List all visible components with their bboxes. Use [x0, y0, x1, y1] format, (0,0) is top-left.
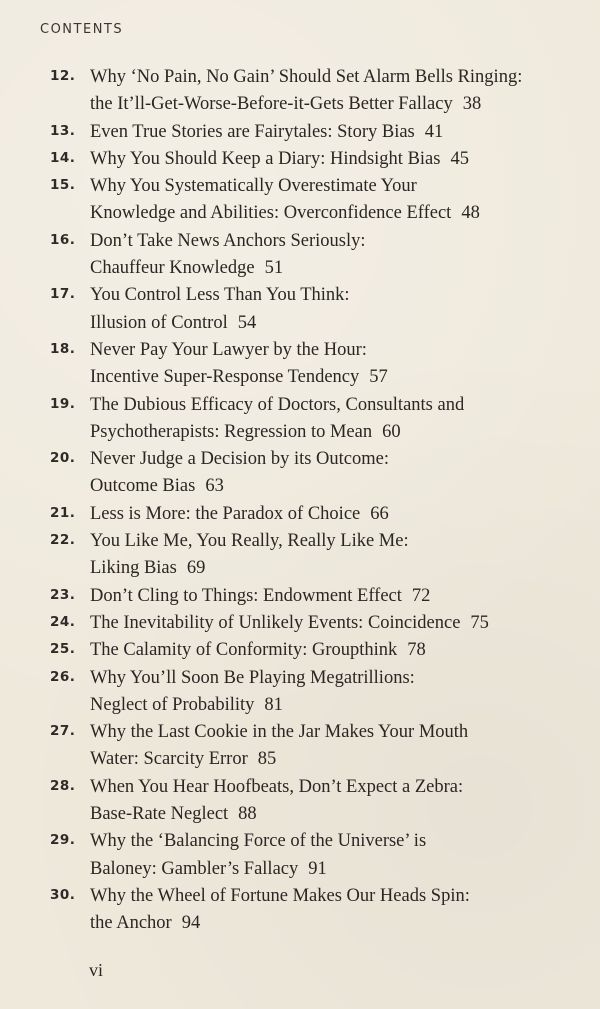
chapter-number: 13. — [50, 122, 76, 139]
chapter-title-text: Why You Systematically Overestimate Your — [90, 176, 417, 197]
page-number: 81 — [264, 694, 283, 715]
chapter-title-line — [90, 173, 560, 200]
chapter-title — [90, 282, 560, 337]
chapter-title-line — [90, 637, 560, 664]
toc-entry — [0, 828, 600, 883]
chapter-number: 27. — [50, 723, 76, 740]
chapter-title-line — [90, 883, 560, 910]
chapter-title — [90, 119, 560, 146]
chapter-title-line — [90, 364, 560, 391]
chapter-title-line — [90, 310, 560, 337]
page-number: 60 — [382, 421, 401, 442]
chapter-title-line — [90, 228, 560, 255]
toc-entries — [0, 64, 600, 938]
chapter-number: 18. — [50, 340, 76, 357]
page-number: 85 — [257, 749, 277, 770]
page-number: 38 — [462, 94, 482, 115]
toc-entry — [0, 446, 600, 501]
page-number: 72 — [411, 585, 431, 606]
chapter-title-text: Never Judge a Decision by its Outcome: — [90, 449, 390, 470]
chapter-title-line — [90, 719, 560, 746]
chapter-title-text: Why the Last Cookie in the Jar Makes Your Mouth — [90, 722, 469, 743]
page-number: 91 — [308, 858, 327, 879]
chapter-title — [90, 774, 560, 829]
chapter-title-text: Outcome Bias — [90, 476, 196, 497]
chapter-title-text: Even True Stories are Fairytales: Story Bias — [90, 121, 415, 142]
contents-heading: CONTENTS — [40, 22, 124, 37]
chapter-number: 12. — [50, 68, 76, 84]
chapter-title-line — [90, 555, 560, 582]
chapter-title-text: The Dubious Efficacy of Doctors, Consultants and — [90, 394, 465, 415]
page-number: 88 — [238, 804, 257, 825]
chapter-title-line — [90, 610, 560, 637]
chapter-title — [90, 228, 560, 283]
toc-entry — [0, 774, 600, 829]
chapter-title — [90, 173, 560, 228]
chapter-title-line — [90, 501, 560, 528]
toc-entry — [0, 637, 600, 664]
chapter-title-text: Less is More: the Paradox of Choice — [90, 503, 361, 524]
chapter-title-line — [90, 392, 560, 419]
chapter-title-line — [90, 774, 560, 801]
chapter-title — [90, 528, 560, 583]
toc-entry — [0, 228, 600, 283]
toc-entry — [0, 64, 600, 119]
chapter-number: 22. — [50, 532, 76, 549]
chapter-title — [90, 64, 560, 119]
chapter-title-line — [90, 419, 560, 446]
chapter-title-text: Why the Wheel of Fortune Makes Our Heads Spin: — [90, 885, 470, 906]
toc-entry — [0, 583, 600, 610]
chapter-title-text: Why You’ll Soon Be Playing Megatrillions: — [90, 667, 415, 688]
toc-entry — [0, 610, 600, 637]
toc-entry — [0, 173, 600, 228]
chapter-title — [90, 337, 560, 392]
chapter-title-text: Never Pay Your Lawyer by the Hour: — [90, 339, 367, 360]
chapter-title-text: Why You Should Keep a Diary: Hindsight Bias — [90, 148, 441, 169]
chapter-title-text: Water: Scarcity Error — [90, 749, 248, 770]
chapter-number: 15. — [50, 177, 76, 194]
page-number: 48 — [461, 203, 480, 224]
chapter-title-text: When You Hear Hoofbeats, Don’t Expect a Zebra: — [90, 776, 464, 797]
chapter-title-line — [90, 446, 560, 473]
chapter-title-text: You Control Less Than You Think: — [90, 285, 350, 306]
chapter-title-line — [90, 665, 560, 692]
chapter-title-text: Don’t Take News Anchors Seriously: — [90, 230, 366, 251]
chapter-title-line — [90, 528, 560, 555]
chapter-title — [90, 146, 560, 173]
chapter-title-line — [90, 64, 560, 91]
chapter-title-text: the It’ll-Get-Worse-Before-it-Gets Better Fallacy — [90, 94, 453, 115]
chapter-title — [90, 828, 560, 883]
toc-entry — [0, 392, 600, 447]
chapter-title-text: Incentive Super-Response Tendency — [90, 367, 360, 388]
chapter-title-line — [90, 282, 560, 309]
chapter-title-text: Liking Bias — [90, 558, 177, 579]
toc-entry — [0, 528, 600, 583]
chapter-title-line — [90, 119, 560, 146]
chapter-number: 19. — [50, 395, 76, 412]
chapter-title-line — [90, 91, 560, 118]
toc-entry — [0, 501, 600, 528]
chapter-number: 29. — [50, 832, 76, 849]
chapter-title-text: Chauffeur Knowledge — [90, 258, 255, 279]
chapter-title — [90, 392, 560, 447]
page-number: 54 — [237, 312, 257, 333]
chapter-title — [90, 883, 560, 938]
chapter-title — [90, 501, 560, 528]
page-number: 57 — [369, 367, 388, 388]
chapter-title — [90, 665, 560, 720]
page-number: 78 — [407, 640, 426, 661]
chapter-title — [90, 719, 560, 774]
chapter-number: 30. — [50, 886, 76, 903]
chapter-title-text: Illusion of Control — [90, 312, 228, 333]
chapter-title-text: Knowledge and Abilities: Overconfidence Effect — [90, 203, 452, 224]
chapter-title-line — [90, 692, 560, 719]
page-number: 75 — [470, 612, 489, 633]
page-number: 45 — [450, 148, 469, 169]
chapter-number: 25. — [50, 641, 76, 658]
toc-entry — [0, 665, 600, 720]
chapter-title-line — [90, 146, 560, 173]
chapter-title-text: Don’t Cling to Things: Endowment Effect — [90, 585, 402, 606]
chapter-number: 24. — [50, 613, 76, 630]
page-number: 63 — [205, 476, 224, 497]
chapter-title-line — [90, 583, 560, 610]
chapter-title-text: Why the ‘Balancing Force of the Universe’ is — [90, 831, 427, 852]
toc-entry — [0, 119, 600, 146]
chapter-title-text: Psychotherapists: Regression to Mean — [90, 421, 373, 442]
chapter-title-text: Why ‘No Pain, No Gain’ Should Set Alarm Bells Ringing: — [90, 67, 523, 87]
chapter-title-line — [90, 200, 560, 227]
chapter-title-text: Baloney: Gambler’s Fallacy — [90, 858, 299, 879]
chapter-number: 28. — [50, 777, 76, 794]
chapter-title-line — [90, 856, 560, 883]
chapter-number: 20. — [50, 450, 76, 467]
page-number: 51 — [264, 258, 284, 279]
page-number: 41 — [424, 121, 444, 142]
chapter-title-line — [90, 746, 560, 773]
chapter-title-line — [90, 801, 560, 828]
chapter-number: 17. — [50, 286, 76, 303]
chapter-title-text: Neglect of Probability — [90, 694, 255, 715]
page-folio: vi — [89, 960, 104, 980]
chapter-title — [90, 610, 560, 637]
toc-entry — [0, 337, 600, 392]
chapter-title-text: the Anchor — [90, 913, 172, 934]
chapter-title-text: You Like Me, You Really, Really Like Me: — [90, 531, 409, 552]
page-number: 69 — [186, 558, 206, 579]
chapter-title — [90, 637, 560, 664]
chapter-title-line — [90, 828, 560, 855]
chapter-title-line — [90, 337, 560, 364]
toc-entry — [0, 282, 600, 337]
chapter-number: 21. — [50, 504, 76, 521]
chapter-title-text: Base-Rate Neglect — [90, 804, 229, 825]
toc-entry — [0, 719, 600, 774]
toc-entry — [0, 883, 600, 938]
chapter-title-text: The Calamity of Conformity: Groupthink — [90, 640, 398, 661]
chapter-number: 16. — [50, 231, 76, 248]
toc-entry — [0, 146, 600, 173]
chapter-title-line — [90, 255, 560, 282]
chapter-title-text: The Inevitability of Unlikely Events: Coincidence — [90, 612, 461, 633]
chapter-title — [90, 583, 560, 610]
chapter-number: 14. — [50, 149, 76, 166]
chapter-title — [90, 446, 560, 501]
chapter-number: 26. — [50, 668, 76, 685]
chapter-title-line — [90, 473, 560, 500]
chapter-title-line — [90, 910, 560, 937]
chapter-number: 23. — [50, 586, 76, 603]
page-number: 66 — [370, 503, 389, 524]
page-number: 94 — [181, 913, 201, 934]
